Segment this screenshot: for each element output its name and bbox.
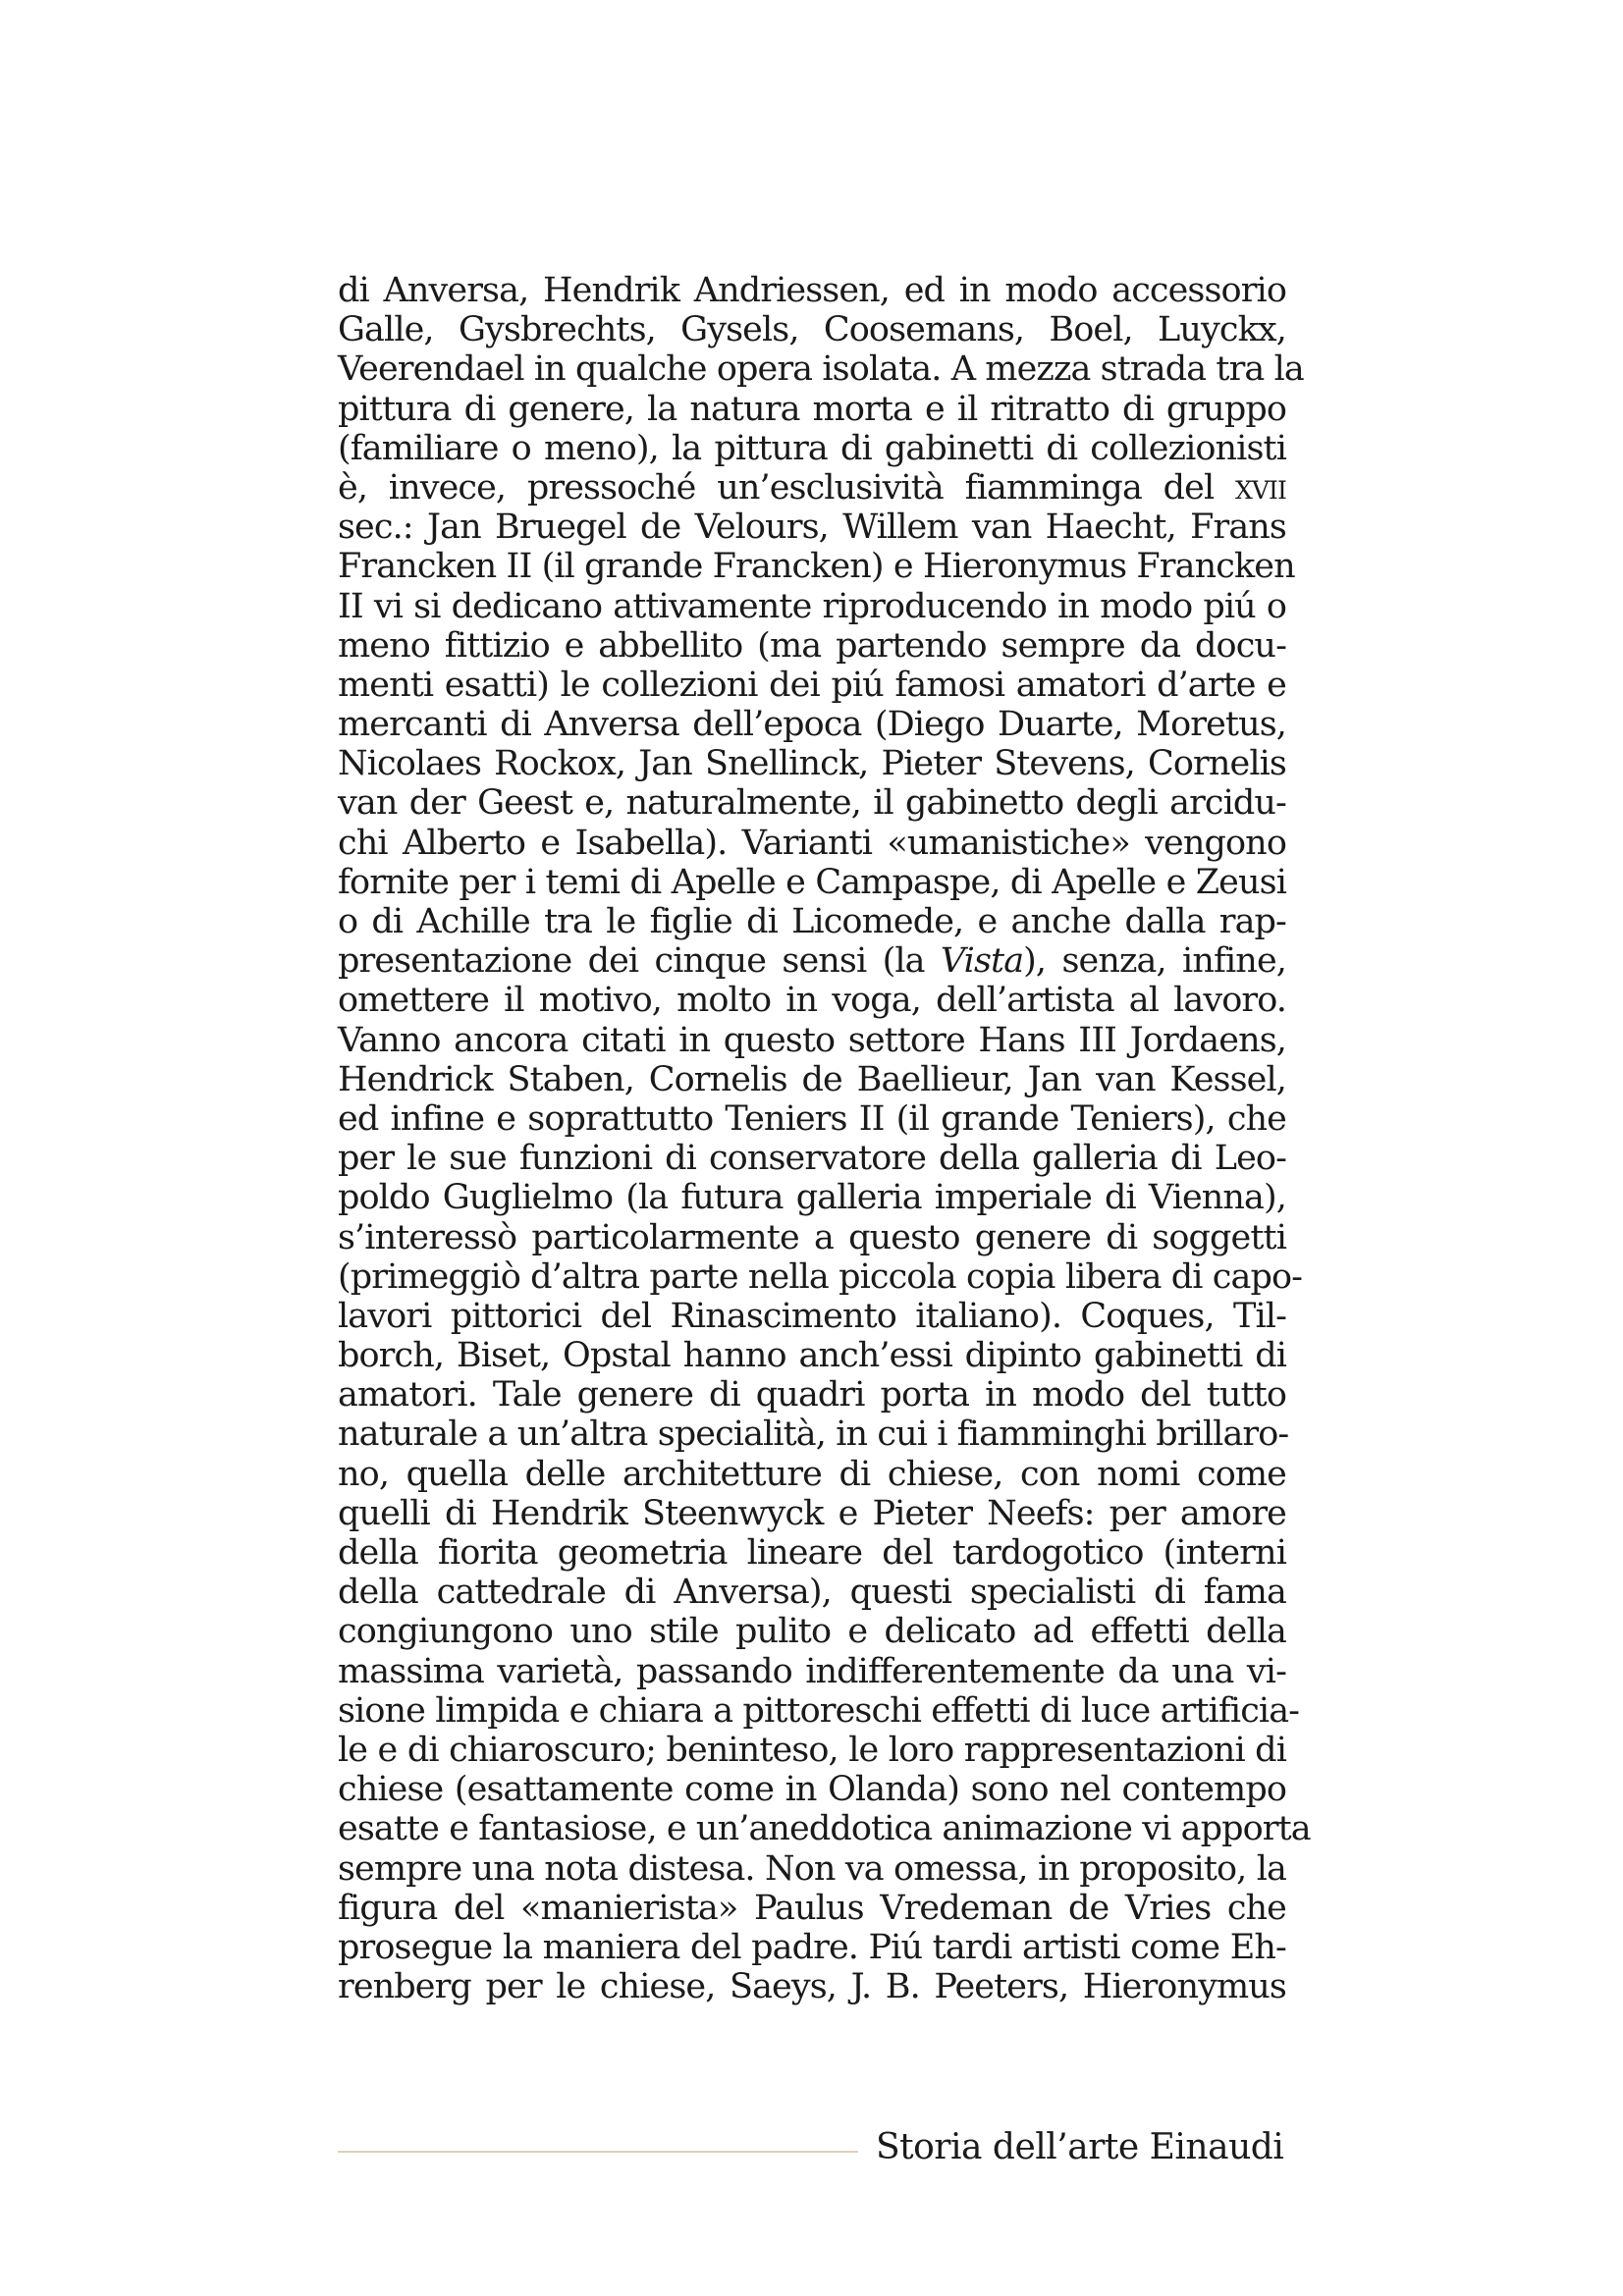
footer-divider <box>338 2151 858 2153</box>
text-line: Francken II (il grande Francken) e Hieronymus Francken <box>338 547 1295 587</box>
text-line: congiungono uno stile pulito e delicato ad effetti della <box>338 1612 1286 1652</box>
text-line: massima varietà, passando indifferentemente da una vi- <box>338 1651 1286 1691</box>
text-line: omettere il motivo, molto in voga, dell’artista al lavoro. <box>338 981 1286 1021</box>
text-line: chiese (esattamente come in Olanda) sono nel contempo <box>338 1770 1286 1810</box>
text-line: Hendrick Staben, Cornelis de Baellieur, Jan van Kessel, <box>338 1059 1286 1099</box>
text-line: le e di chiaroscuro; beninteso, le loro rappresentazioni di <box>338 1730 1286 1770</box>
text-line: II vi si dedicano attivamente riproducendo in modo piú o <box>338 586 1286 626</box>
text-line: amatori. Tale genere di quadri porta in modo del tutto <box>338 1375 1286 1415</box>
text-line: figura del «manierista» Paulus Vredeman de Vries che <box>338 1888 1286 1928</box>
text-line: per le sue funzioni di conservatore della galleria di Leo- <box>338 1139 1286 1179</box>
text-line: quelli di Hendrik Steenwyck e Pieter Neefs: per amore <box>338 1493 1286 1533</box>
text-line: no, quella delle architetture di chiese, con nomi come <box>338 1454 1286 1494</box>
text-line: Nicolaes Rockox, Jan Snellinck, Pieter Stevens, Cornelis <box>338 744 1286 784</box>
text-line: Galle, Gysbrechts, Gysels, Coosemans, Boel, Luyckx, <box>338 310 1286 350</box>
text-line: sec.: Jan Bruegel de Velours, Willem van Haecht, Frans <box>338 507 1286 548</box>
text-line: esatte e fantasiose, e un’aneddotica animazione vi apporta <box>338 1809 1311 1849</box>
text-line: sempre una nota distesa. Non va omessa, in proposito, la <box>338 1848 1286 1889</box>
text-line: o di Achille tra le figlie di Licomede, e anche dalla rap- <box>338 902 1286 941</box>
text-line: borch, Biset, Opstal hanno anch’essi dipinto gabinetti di <box>338 1336 1286 1376</box>
text-line: Veerendael in qualche opera isolata. A mezza strada tra la <box>338 349 1304 390</box>
text-line: s’interessò particolarmente a questo genere di soggetti <box>338 1217 1286 1257</box>
text-line: sione limpida e chiara a pittoreschi effetti di luce artificia- <box>338 1690 1300 1731</box>
text-line: di Anversa, Hendrik Andriessen, ed in modo accessorio <box>338 271 1286 310</box>
text-line: mercanti di Anversa dell’epoca (Diego Duarte, Moretus, <box>338 705 1286 745</box>
text-line: pittura di genere, la natura morta e il ritratto di gruppo <box>338 389 1286 429</box>
text-line: è, invece, pressoché un’esclusività fiamminga del xvii <box>338 467 1286 507</box>
text-line: renberg per le chiese, Saeys, J. B. Peeters, Hieronymus <box>338 1967 1286 2007</box>
text-line: (primeggiò d’altra parte nella piccola copia libera di capo- <box>338 1256 1303 1297</box>
text-line: lavori pittorici del Rinascimento italiano). Coques, Til- <box>338 1296 1286 1336</box>
footer-title: Storia dell’arte Einaudi <box>876 2127 1284 2167</box>
text-line: Vanno ancora citati in questo settore Hans III Jordaens, <box>338 1020 1286 1060</box>
text-line: chi Alberto e Isabella). Varianti «umanistiche» vengono <box>338 823 1286 863</box>
text-line: prosegue la maniera del padre. Piú tardi artisti come Eh- <box>338 1927 1286 1967</box>
body-text <box>338 271 1311 2007</box>
text-line: naturale a un’altra specialità, in cui i fiamminghi brillaro- <box>338 1415 1289 1455</box>
text-line: ed infine e soprattutto Teniers II (il grande Teniers), che <box>338 1098 1286 1139</box>
text-line: (familiare o meno), la pittura di gabinetti di collezionisti <box>338 428 1286 468</box>
text-line: meno fittizio e abbellito (ma partendo sempre da docu- <box>338 625 1286 666</box>
text-line: della fiorita geometria lineare del tardogotico (interni <box>338 1533 1286 1573</box>
text-line: della cattedrale di Anversa), questi specialisti di fama <box>338 1573 1286 1613</box>
text-line: menti esatti) le collezioni dei piú famosi amatori d’arte e <box>338 665 1286 705</box>
text-line: van der Geest e, naturalmente, il gabinetto degli arcidu- <box>338 783 1286 824</box>
text-line: fornite per i temi di Apelle e Campaspe, di Apelle e Zeusi <box>338 862 1286 902</box>
text-line: poldo Guglielmo (la futura galleria imperiale di Vienna), <box>338 1178 1286 1218</box>
text-line: presentazione dei cinque sensi (la Vista), senza, infine, <box>338 941 1286 982</box>
